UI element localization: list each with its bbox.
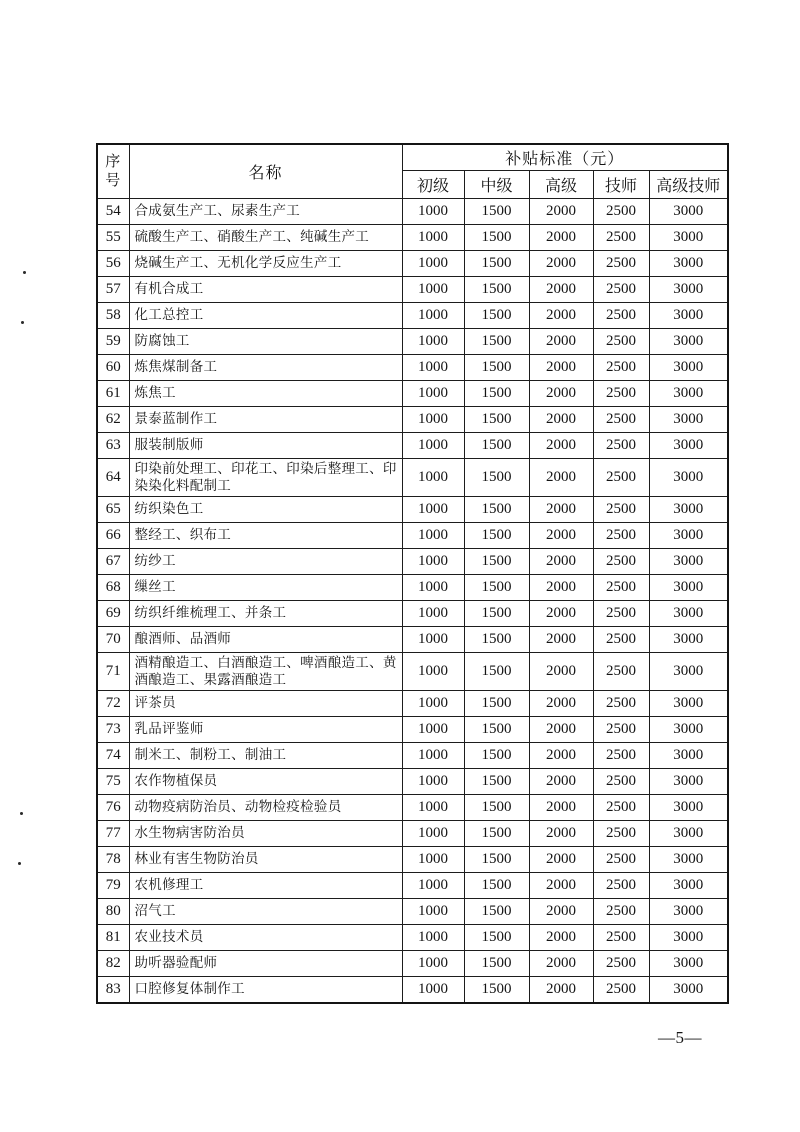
row-serial-number: 83	[97, 977, 129, 1003]
subsidy-value: 2500	[593, 381, 649, 407]
subsidy-value: 1000	[402, 459, 464, 497]
scan-speck	[18, 862, 21, 865]
subsidy-value: 1500	[464, 925, 529, 951]
subsidy-value: 3000	[649, 743, 728, 769]
subsidy-value: 1500	[464, 381, 529, 407]
occupation-name: 沼气工	[129, 899, 402, 925]
occupation-name: 硫酸生产工、硝酸生产工、纯碱生产工	[129, 225, 402, 251]
subsidy-value: 3000	[649, 277, 728, 303]
table-row	[97, 627, 728, 653]
subsidy-value: 2500	[593, 691, 649, 717]
subsidy-value: 1000	[402, 199, 464, 225]
subsidy-value: 2000	[529, 821, 593, 847]
row-serial-number: 57	[97, 277, 129, 303]
occupation-name: 炼焦煤制备工	[129, 355, 402, 381]
table-row	[97, 847, 728, 873]
subsidy-value: 1000	[402, 433, 464, 459]
subsidy-value: 1500	[464, 977, 529, 1003]
subsidy-value: 1500	[464, 355, 529, 381]
subsidy-value: 2500	[593, 303, 649, 329]
subsidy-value: 2500	[593, 459, 649, 497]
subsidy-value: 3000	[649, 381, 728, 407]
subsidy-value: 2000	[529, 925, 593, 951]
row-serial-number: 59	[97, 329, 129, 355]
subsidy-value: 2000	[529, 899, 593, 925]
table-row	[97, 691, 728, 717]
subsidy-value: 3000	[649, 951, 728, 977]
occupation-name: 助听器验配师	[129, 951, 402, 977]
subsidy-value: 2000	[529, 355, 593, 381]
table-row	[97, 381, 728, 407]
occupation-name: 农机修理工	[129, 873, 402, 899]
subsidy-value: 2500	[593, 601, 649, 627]
table-row	[97, 459, 728, 497]
subsidy-value: 3000	[649, 717, 728, 743]
subsidy-value: 2500	[593, 925, 649, 951]
col-header-serial: 序号	[97, 144, 129, 199]
subsidy-value: 3000	[649, 199, 728, 225]
subsidy-value: 3000	[649, 627, 728, 653]
subsidy-value: 1000	[402, 627, 464, 653]
row-serial-number: 66	[97, 523, 129, 549]
subsidy-value: 2000	[529, 277, 593, 303]
subsidy-value: 1500	[464, 769, 529, 795]
table-row	[97, 199, 728, 225]
subsidy-value: 3000	[649, 691, 728, 717]
subsidy-value: 3000	[649, 225, 728, 251]
row-serial-number: 82	[97, 951, 129, 977]
col-header-level-senior: 高级	[529, 171, 593, 199]
occupation-name: 缫丝工	[129, 575, 402, 601]
occupation-name: 整经工、织布工	[129, 523, 402, 549]
subsidy-value: 1000	[402, 407, 464, 433]
subsidy-value: 2500	[593, 549, 649, 575]
subsidy-value: 2500	[593, 977, 649, 1003]
subsidy-value: 2000	[529, 459, 593, 497]
table-row	[97, 433, 728, 459]
subsidy-value: 1000	[402, 329, 464, 355]
header-row-top	[97, 144, 728, 171]
occupation-name: 化工总控工	[129, 303, 402, 329]
subsidy-value: 2000	[529, 847, 593, 873]
table-row	[97, 497, 728, 523]
scan-speck	[23, 271, 26, 274]
table-row	[97, 653, 728, 691]
subsidy-value: 2000	[529, 523, 593, 549]
subsidy-value: 1000	[402, 355, 464, 381]
subsidy-value: 2000	[529, 873, 593, 899]
subsidy-value: 1000	[402, 873, 464, 899]
subsidy-value: 1000	[402, 691, 464, 717]
subsidy-value: 1500	[464, 717, 529, 743]
subsidy-value: 1000	[402, 821, 464, 847]
occupation-name: 炼焦工	[129, 381, 402, 407]
subsidy-value: 3000	[649, 497, 728, 523]
table-row	[97, 769, 728, 795]
subsidy-value: 1500	[464, 601, 529, 627]
subsidy-value: 3000	[649, 795, 728, 821]
subsidy-value: 1000	[402, 601, 464, 627]
subsidy-value: 2000	[529, 199, 593, 225]
table-row	[97, 549, 728, 575]
subsidy-value: 1000	[402, 225, 464, 251]
subsidy-value: 1000	[402, 977, 464, 1003]
subsidy-value: 1000	[402, 277, 464, 303]
subsidy-value: 1500	[464, 303, 529, 329]
occupation-name: 口腔修复体制作工	[129, 977, 402, 1003]
occupation-name: 有机合成工	[129, 277, 402, 303]
subsidy-value: 1000	[402, 575, 464, 601]
subsidy-value: 1000	[402, 549, 464, 575]
scan-speck	[20, 812, 23, 815]
row-serial-number: 54	[97, 199, 129, 225]
subsidy-value: 2000	[529, 951, 593, 977]
subsidy-value: 3000	[649, 303, 728, 329]
table-row	[97, 277, 728, 303]
occupation-name: 水生物病害防治员	[129, 821, 402, 847]
table-row	[97, 977, 728, 1003]
subsidy-table	[96, 143, 729, 1004]
row-serial-number: 63	[97, 433, 129, 459]
subsidy-value: 3000	[649, 433, 728, 459]
subsidy-value: 3000	[649, 873, 728, 899]
col-header-level-junior: 初级	[402, 171, 464, 199]
occupation-name: 防腐蚀工	[129, 329, 402, 355]
subsidy-value: 2500	[593, 899, 649, 925]
subsidy-value: 2500	[593, 951, 649, 977]
subsidy-value: 1500	[464, 329, 529, 355]
subsidy-value: 1500	[464, 277, 529, 303]
subsidy-value: 2000	[529, 381, 593, 407]
row-serial-number: 62	[97, 407, 129, 433]
subsidy-value: 1500	[464, 653, 529, 691]
row-serial-number: 68	[97, 575, 129, 601]
subsidy-value: 2000	[529, 575, 593, 601]
row-serial-number: 69	[97, 601, 129, 627]
table-row	[97, 355, 728, 381]
subsidy-value: 3000	[649, 575, 728, 601]
subsidy-value: 1000	[402, 497, 464, 523]
subsidy-value: 2500	[593, 355, 649, 381]
occupation-name: 印染前处理工、印花工、印染后整理工、印染染化料配制工	[129, 459, 402, 497]
subsidy-value: 3000	[649, 847, 728, 873]
subsidy-value: 3000	[649, 821, 728, 847]
subsidy-value: 2500	[593, 847, 649, 873]
row-serial-number: 56	[97, 251, 129, 277]
row-serial-number: 70	[97, 627, 129, 653]
subsidy-value: 2000	[529, 497, 593, 523]
row-serial-number: 65	[97, 497, 129, 523]
subsidy-value: 3000	[649, 523, 728, 549]
occupation-name: 动物疫病防治员、动物检疫检验员	[129, 795, 402, 821]
occupation-name: 酿酒师、品酒师	[129, 627, 402, 653]
subsidy-value: 2000	[529, 795, 593, 821]
subsidy-value: 1000	[402, 743, 464, 769]
subsidy-value: 2500	[593, 407, 649, 433]
row-serial-number: 71	[97, 653, 129, 691]
row-serial-number: 74	[97, 743, 129, 769]
occupation-name: 纺纱工	[129, 549, 402, 575]
subsidy-value: 1500	[464, 821, 529, 847]
table-row	[97, 743, 728, 769]
occupation-name: 酒精酿造工、白酒酿造工、啤酒酿造工、黄酒酿造工、果露酒酿造工	[129, 653, 402, 691]
subsidy-value: 2500	[593, 873, 649, 899]
subsidy-value: 1500	[464, 459, 529, 497]
col-header-level-technician: 技师	[593, 171, 649, 199]
table-row	[97, 795, 728, 821]
subsidy-value: 2500	[593, 769, 649, 795]
subsidy-value: 2000	[529, 303, 593, 329]
table-row	[97, 601, 728, 627]
subsidy-value: 3000	[649, 407, 728, 433]
table-row	[97, 873, 728, 899]
table-header	[97, 144, 728, 199]
subsidy-value: 2000	[529, 433, 593, 459]
subsidy-value: 2000	[529, 691, 593, 717]
subsidy-value: 2000	[529, 329, 593, 355]
occupation-name: 林业有害生物防治员	[129, 847, 402, 873]
subsidy-value: 1500	[464, 407, 529, 433]
subsidy-value: 2000	[529, 769, 593, 795]
col-header-subsidy: 补贴标准（元）	[402, 144, 728, 171]
row-serial-number: 77	[97, 821, 129, 847]
subsidy-value: 1500	[464, 847, 529, 873]
subsidy-value: 1000	[402, 303, 464, 329]
subsidy-value: 1500	[464, 225, 529, 251]
subsidy-value: 3000	[649, 355, 728, 381]
subsidy-value: 1500	[464, 523, 529, 549]
subsidy-value: 3000	[649, 977, 728, 1003]
occupation-name: 农业技术员	[129, 925, 402, 951]
subsidy-value: 1500	[464, 199, 529, 225]
subsidy-value: 2500	[593, 433, 649, 459]
subsidy-value: 2500	[593, 575, 649, 601]
table-row	[97, 303, 728, 329]
subsidy-value: 2500	[593, 821, 649, 847]
table-row	[97, 251, 728, 277]
subsidy-value: 2500	[593, 251, 649, 277]
subsidy-value: 2500	[593, 497, 649, 523]
table-row	[97, 717, 728, 743]
table-body	[97, 199, 728, 1003]
occupation-name: 农作物植保员	[129, 769, 402, 795]
table-row	[97, 329, 728, 355]
occupation-name: 纺织纤维梳理工、并条工	[129, 601, 402, 627]
subsidy-value: 1000	[402, 523, 464, 549]
occupation-name: 烧碱生产工、无机化学反应生产工	[129, 251, 402, 277]
subsidy-value: 2000	[529, 717, 593, 743]
subsidy-value: 2000	[529, 743, 593, 769]
table-row	[97, 575, 728, 601]
table-row	[97, 951, 728, 977]
subsidy-value: 1000	[402, 847, 464, 873]
subsidy-value: 2000	[529, 407, 593, 433]
subsidy-value: 2000	[529, 549, 593, 575]
row-serial-number: 55	[97, 225, 129, 251]
subsidy-value: 3000	[649, 925, 728, 951]
occupation-name: 评茶员	[129, 691, 402, 717]
row-serial-number: 80	[97, 899, 129, 925]
row-serial-number: 76	[97, 795, 129, 821]
row-serial-number: 73	[97, 717, 129, 743]
subsidy-value: 2500	[593, 795, 649, 821]
occupation-name: 合成氨生产工、尿素生产工	[129, 199, 402, 225]
row-serial-number: 67	[97, 549, 129, 575]
subsidy-value: 1000	[402, 899, 464, 925]
table-row	[97, 925, 728, 951]
subsidy-value: 2500	[593, 277, 649, 303]
subsidy-value: 2000	[529, 977, 593, 1003]
subsidy-value: 3000	[649, 329, 728, 355]
subsidy-value: 1500	[464, 951, 529, 977]
subsidy-value: 2500	[593, 199, 649, 225]
col-header-name: 名称	[129, 144, 402, 199]
subsidy-value: 1500	[464, 691, 529, 717]
subsidy-value: 1000	[402, 769, 464, 795]
row-serial-number: 75	[97, 769, 129, 795]
table-row	[97, 407, 728, 433]
subsidy-value: 2500	[593, 717, 649, 743]
col-header-level-intermediate: 中级	[464, 171, 529, 199]
subsidy-value: 1500	[464, 899, 529, 925]
subsidy-value: 1000	[402, 251, 464, 277]
subsidy-value: 1500	[464, 873, 529, 899]
subsidy-value: 2000	[529, 251, 593, 277]
subsidy-value: 2000	[529, 653, 593, 691]
subsidy-value: 1500	[464, 549, 529, 575]
subsidy-value: 2500	[593, 743, 649, 769]
subsidy-value: 2500	[593, 653, 649, 691]
row-serial-number: 81	[97, 925, 129, 951]
subsidy-value: 1500	[464, 575, 529, 601]
table-row	[97, 899, 728, 925]
subsidy-value: 3000	[649, 549, 728, 575]
col-header-level-senior-technician: 高级技师	[649, 171, 728, 199]
subsidy-value: 1500	[464, 627, 529, 653]
subsidy-value: 2500	[593, 225, 649, 251]
subsidy-value: 2500	[593, 523, 649, 549]
table-row	[97, 225, 728, 251]
subsidy-value: 1500	[464, 433, 529, 459]
subsidy-value: 3000	[649, 459, 728, 497]
subsidy-value: 1500	[464, 497, 529, 523]
subsidy-value: 2000	[529, 225, 593, 251]
subsidy-value: 1500	[464, 795, 529, 821]
subsidy-value: 3000	[649, 653, 728, 691]
scan-speck	[21, 321, 24, 324]
subsidy-value: 2000	[529, 627, 593, 653]
occupation-name: 服装制版师	[129, 433, 402, 459]
subsidy-value: 3000	[649, 769, 728, 795]
row-serial-number: 61	[97, 381, 129, 407]
row-serial-number: 60	[97, 355, 129, 381]
row-serial-number: 78	[97, 847, 129, 873]
row-serial-number: 58	[97, 303, 129, 329]
table-row	[97, 523, 728, 549]
subsidy-value: 3000	[649, 601, 728, 627]
subsidy-value: 1000	[402, 951, 464, 977]
subsidy-value: 1000	[402, 717, 464, 743]
table-row	[97, 821, 728, 847]
subsidy-value: 1500	[464, 251, 529, 277]
row-serial-number: 72	[97, 691, 129, 717]
subsidy-value: 1000	[402, 381, 464, 407]
occupation-name: 乳品评鉴师	[129, 717, 402, 743]
subsidy-value: 3000	[649, 899, 728, 925]
row-serial-number: 64	[97, 459, 129, 497]
page-number: —5—	[658, 1028, 702, 1047]
subsidy-value: 1000	[402, 795, 464, 821]
subsidy-value: 2500	[593, 627, 649, 653]
subsidy-value: 2500	[593, 329, 649, 355]
occupation-name: 景泰蓝制作工	[129, 407, 402, 433]
subsidy-value: 3000	[649, 251, 728, 277]
occupation-name: 纺织染色工	[129, 497, 402, 523]
occupation-name: 制米工、制粉工、制油工	[129, 743, 402, 769]
subsidy-value: 2000	[529, 601, 593, 627]
subsidy-value: 1500	[464, 743, 529, 769]
subsidy-value: 1000	[402, 925, 464, 951]
subsidy-value: 1000	[402, 653, 464, 691]
row-serial-number: 79	[97, 873, 129, 899]
